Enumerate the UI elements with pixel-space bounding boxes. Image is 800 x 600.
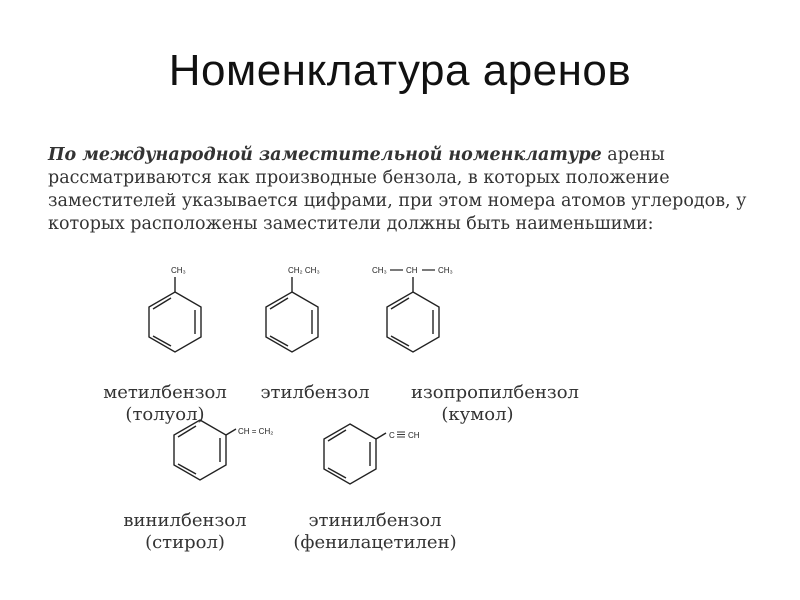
molecule-ethylbenzene — [262, 262, 342, 360]
intro-text: арены рассматриваются как производные бензола, в которых положение заместителей указывается цифрами, при этом номера атомов углеродов, у которых расположены заместители должны быть наименьшими: — [48, 145, 747, 234]
molecule-isopropylbenzene — [370, 262, 462, 360]
molecule-name: этилбензол — [260, 382, 370, 403]
benzene-ring-icon — [262, 262, 342, 360]
molecule-common-name: (стирол) — [145, 532, 225, 553]
benzene-ring-icon — [140, 262, 210, 360]
substituent-left-label: CH₃ — [372, 266, 387, 275]
molecule-name: этинилбензол — [308, 510, 442, 531]
intro-paragraph — [48, 144, 748, 236]
substituent-label: CH₃ — [171, 266, 186, 275]
molecule-name: метилбензол — [103, 382, 227, 403]
molecule-methylbenzene — [140, 262, 210, 360]
molecule-vinylbenzene — [170, 410, 300, 492]
benzene-ring-icon — [320, 410, 440, 492]
substituent-label: CH = CH₂ — [238, 427, 274, 436]
substituent-right-label: CH — [408, 431, 420, 440]
intro-emphasis: По международной заместительной номенклатуре — [48, 145, 602, 165]
label-vinylbenzene — [105, 510, 265, 554]
molecule-name: винилбензол — [123, 510, 247, 531]
molecule-common-name: (кумол) — [441, 404, 514, 425]
molecule-common-name: (фенилацетилен) — [293, 532, 457, 553]
slide-title: Номенклатура аренов — [168, 46, 632, 95]
substituent-label: CH₂ CH₃ — [288, 266, 320, 275]
benzene-ring-icon — [170, 410, 300, 492]
substituent-right-label: CH₃ — [438, 266, 453, 275]
molecule-ethynylbenzene — [320, 410, 440, 492]
benzene-ring-icon — [370, 262, 462, 360]
substituent-left-label: C — [389, 431, 395, 440]
substituent-center-label: CH — [406, 266, 418, 275]
label-ethylbenzene — [245, 382, 385, 404]
label-ethynylbenzene — [270, 510, 480, 554]
molecule-name: изопропилбензол — [410, 382, 579, 403]
molecule-common-name: (толуол) — [125, 404, 205, 425]
